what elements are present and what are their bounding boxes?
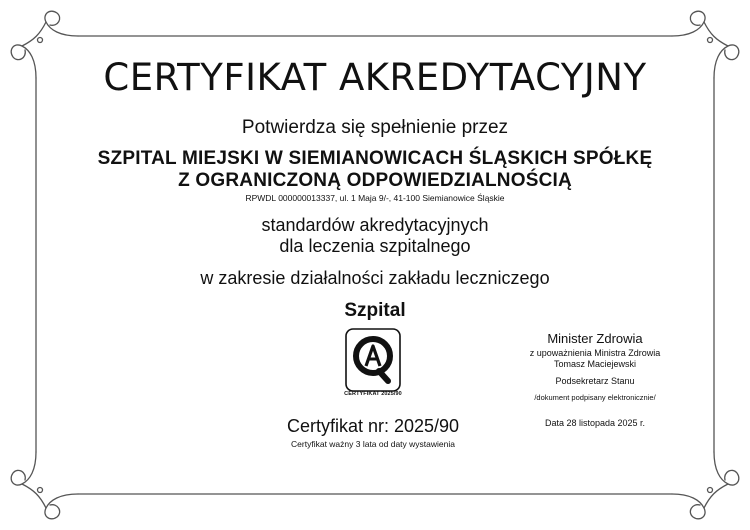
certificate-title: CERTYFIKAT AKREDYTACYJNY <box>103 56 647 99</box>
signatory-minister: Minister Zdrowia <box>547 331 643 346</box>
facility-type: Szpital <box>344 300 406 321</box>
signatory-position: Podsekretarz Stanu <box>555 376 635 386</box>
standards-line1: standardów akredytacyjnych <box>261 215 489 235</box>
standards-line2: dla leczenia szpitalnego <box>279 236 471 256</box>
confirms-text: Potwierdza się spełnienie przez <box>241 117 509 138</box>
signatory-name: Tomasz Maciejewski <box>553 359 637 369</box>
logo-caption: CERTYFIKAT 2025/90 <box>344 391 402 397</box>
organization-name-line2: Z OGRANICZONĄ ODPOWIEDZIALNOŚCIĄ <box>178 170 572 191</box>
validity-note: Certyfikat ważny 3 lata od daty wystawienia <box>291 439 455 449</box>
issue-date: Data 28 listopada 2025 r. <box>544 418 646 428</box>
registry-address: RPWDL 000000013337, ul. 1 Maja 9/-, 41-100 Siemianowice Śląskie <box>245 193 505 203</box>
organization-name-line1: SZPITAL MIEJSKI W SIEMIANOWICACH ŚLĄSKICH SPÓŁKĘ <box>97 148 653 169</box>
electronic-signature-note: /dokument podpisany elektronicznie/ <box>534 393 656 402</box>
accreditation-aq-logo-icon <box>336 325 410 399</box>
signatory-on-behalf: z upoważnienia Ministra Zdrowia <box>529 348 661 358</box>
certificate-number: Certyfikat nr: 2025/90 <box>286 416 460 436</box>
scope-text: w zakresie działalności zakładu leczniczego <box>200 268 550 288</box>
